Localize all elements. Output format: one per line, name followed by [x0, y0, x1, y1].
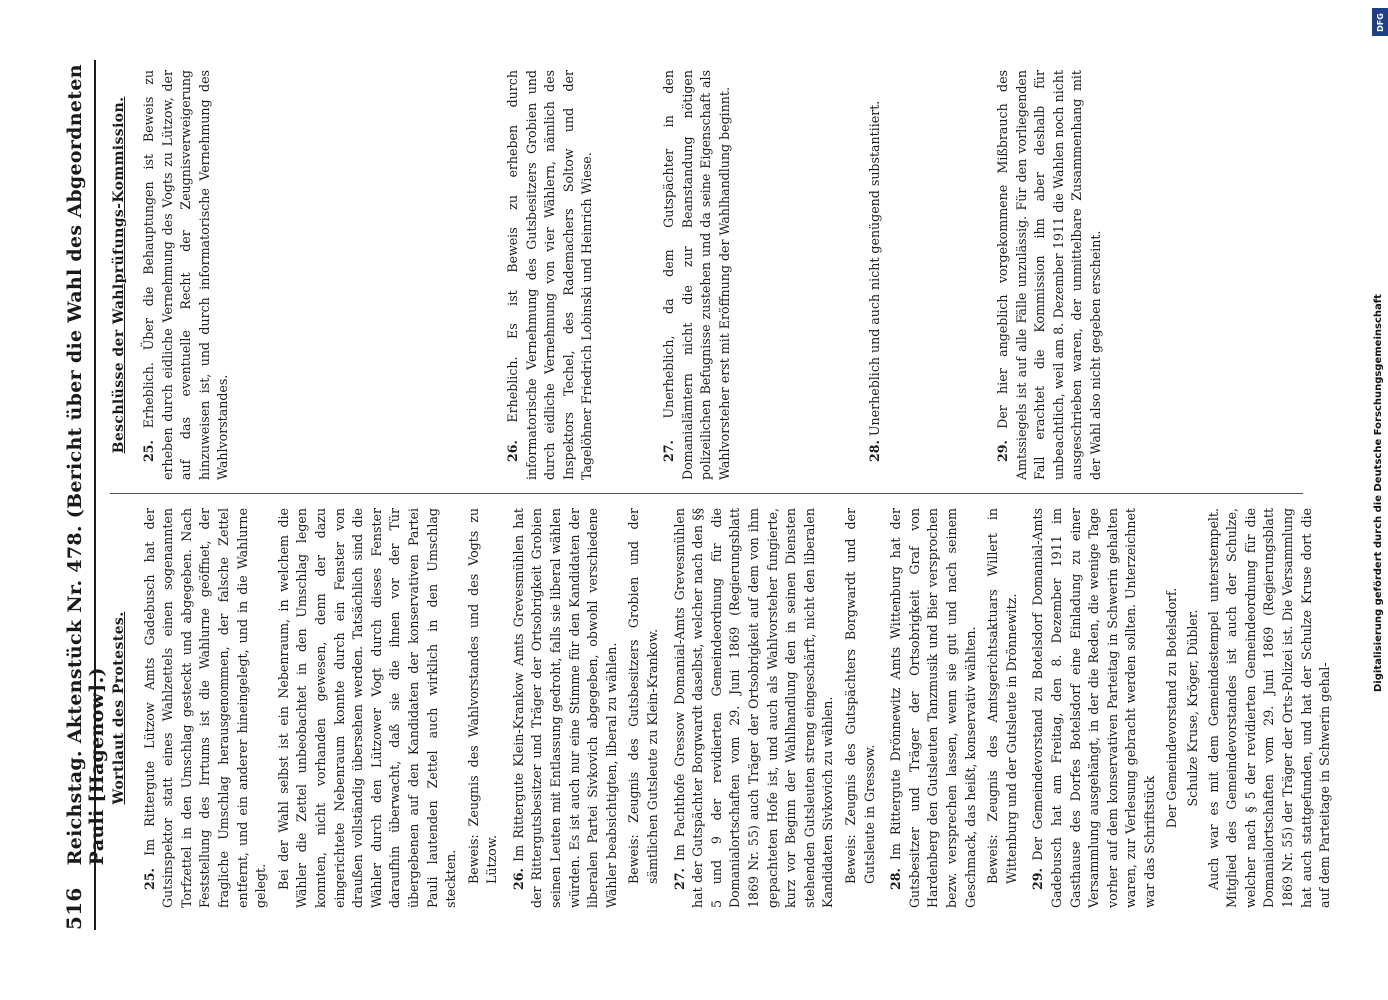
protest-item-25: 25. Im Rittergute Lützow Amts Gadebusch hat der Gutsinspektor statt eines Wahlzettels einen sogenannten Torfzettel in den Umschlag gesteckt und abgegeben. Nach Feststellung des Irrtums ist die Wahlurne geöffnet, der fragliche Umschlag herausgenommen, der falsche Zettel entfernt, und ein anderer hineingelegt, und in die Wahlurne gelegt.	[141, 508, 269, 908]
decision-item-29: 29. Der hier angeblich vorgekommene Mißbrauch des Amtssiegels ist auf alle Fälle unzulässig. Für den vorliegenden Fall erachtet die Kommission ihn aber deshalb für unbeachtlich, weil am 8. Dezember 1911 die Wahlen noch nicht ausgeschrieben waren, der unmittelbare Zusammenhang mit der Wahl also nicht gegeben erscheint.	[995, 70, 1103, 480]
protest-item-25-continued: Bei der Wahl selbst ist ein Nebenraum, in welchem die Wähler die Zettel unbeobachtet in den Umschlag legen konnten, nicht vorhanden gewesen, denn der dazu eingerichtete Nebenraum konnte durch ein Fenster von draußen vollständig übersehen werden. Tatsächlich sind die Wähler durch den Lützower Vogt durch dieses Fenster daraufhin überwacht, daß sie die ihnen vor der Tür übergebenen auf den Kandidaten der konservativen Partei Pauli lautenden Zettel auch wirklich in den Umschlag steckten.	[275, 508, 459, 908]
decisions-heading: Beschlüsse der Wahlprüfungs-Kommission.	[111, 96, 127, 454]
protest-column	[104, 508, 1333, 908]
decision-item-25: 25. Erheblich. Über die Behauptungen ist Beweis zu erheben durch eidliche Vernehmung des Vogts zu Lützow, der auf das eventuelle Recht der Zeugnisverweigerung hinzuweisen ist, und durch informatorische Vernehmung des Wahlvorstandes.	[141, 70, 231, 480]
protest-item-25-evidence: Beweis: Zeugnis des Wahlvorstandes und des Vogts zu Lützow.	[465, 508, 500, 884]
column-divider	[110, 493, 1303, 494]
digitization-note: Digitalisierung gefördert durch die Deutsche Forschungsgemeinschaft	[1373, 294, 1384, 692]
protest-item-29: 29. Der Gemeindevorstand zu Botelsdorf Domanial-Amts Gadebusch hat am Freitag, den 8. Dezember 1911 im Gasthause des Dorfes Botelsdorf eine Einladung zu einer Versammlung ausgehängt, in der die Reden, die wenige Tage vorher auf dem konservativen Parteitag in Schwerin gehalten waren, zur Verlesung gebracht werden sollten. Unterzeichnet war das Schriftstück	[1030, 508, 1157, 908]
protest-item-28-evidence: Beweis: Zeugnis des Amtsgerichtsaktuars Willert in Wittenburg und der Gutsleute in Drönnewitz.	[985, 508, 1019, 884]
page-number: 516	[62, 887, 86, 930]
running-header	[62, 60, 108, 930]
header-rule	[94, 60, 96, 930]
decision-item-28: 28. Unerheblich und auch nicht genügend substantiiert.	[867, 100, 882, 462]
protest-item-27: 27. Im Pachthofe Gressow Domanial-Amts Grevesmühlen hat der Gutspächter Borgwardt daselbst, welcher nach den §§ 5 und 9 der revidierten Gemeindeordnung für die Domanialortschaften vom 29. Juni 1869 (Regierungsblatt 1869 Nr. 55) auch Träger der Ortsobrigkeit auf dem von ihm gepachteten Hofe ist, und auch als Wahlvorsteher fungierte, kurz vor Beginn der Wahlhandlung den in seinen Diensten stehenden Gutsleuten streng eingeschärft, nicht den liberalen Kandidaten Sivkovich zu wählen.	[671, 508, 836, 908]
decision-item-27: 27. Unerheblich, da dem Gutspächter in den Domanialämtern nicht die zur Beanstandung nötigen polizeilichen Befugnisse zustehen und da seine Eigenschaft als Wahlvorsteher erst mit Eröffnung der Wahlhandlung beginnt.	[661, 70, 732, 480]
protest-item-29-continued: Auch war es mit dem Gemeindestempel unterstempelt. Mitglied des Gemeindevorstandes ist auch der Schulze, welcher nach § 5 der revidierten Gemeindeordnung für die Domanialortschaften vom 29. Juni 1869 (Regierungsblatt 1869 Nr. 55) der Träger der Orts-Polizei ist. Die Versammlung hat auch stattgefunden, und hat der Schulze Kruse dort die auf dem Parteitage in Schwerin gehal-	[1205, 508, 1333, 908]
signature-line-1: Der Gemeindevorstand zu Botelsdorf.	[1164, 587, 1180, 829]
page-title: Reichstag. Aktenstück Nr. 478. (Bericht über die Wahl des Abgeordneten Pauli [Hagenow].)	[64, 64, 108, 866]
signature-line-2: Schulze Kruse, Kröger, Dübler.	[1185, 609, 1201, 807]
protest-item-26-evidence: Beweis: Zeugnis des Gutsbesitzers Grobien und der sämtlichen Gutsleute zu Klein-Krankow.	[626, 508, 661, 884]
protest-item-26: 26. Im Rittergute Klein-Krankow Amts Grevesmühlen hat der Rittergutsbesitzer und Träger der Ortsobrigkeit Grobien seinen Leuten mit Entlassung gedroht, falls sie liberal wählen würden. Es ist auch nur eine Stimme für den Kandidaten der liberalen Partei Sivkovich abgegeben, obwohl verschiedene Wähler beabsichtigten, liberal zu wählen.	[510, 508, 619, 908]
decision-item-26: 26. Erheblich. Es ist Beweis zu erheben durch informatorische Vernehmung des Gutsbesitzers Grobien und durch eidliche Vernehmung von vier Wählern, nämlich des Inspektors Techel, des Rademachers Soltow und der Tagelöhner Friedrich Lobinski und Heinrich Wiese.	[505, 70, 595, 480]
decisions-column	[104, 70, 1313, 480]
protest-heading: Wortlaut des Protestes.	[111, 611, 127, 805]
protest-item-27-evidence: Beweis: Zeugnis des Gutspächters Borgwardt und der Gutsleute in Gressow.	[842, 508, 877, 884]
protest-item-28: 28. Im Rittergute Drönnewitz Amts Wittenburg hat der Gutsbesitzer und Träger der Ortsobrigkeit Graf von Hardenberg den Gutsleuten Tanzmusik und Bier versprochen bezw. versprechen lassen, wenn sie gut und nach seinem Geschmack, das heißt, konservativ wählten.	[888, 508, 978, 908]
dfg-logo: DFG	[1372, 8, 1388, 36]
